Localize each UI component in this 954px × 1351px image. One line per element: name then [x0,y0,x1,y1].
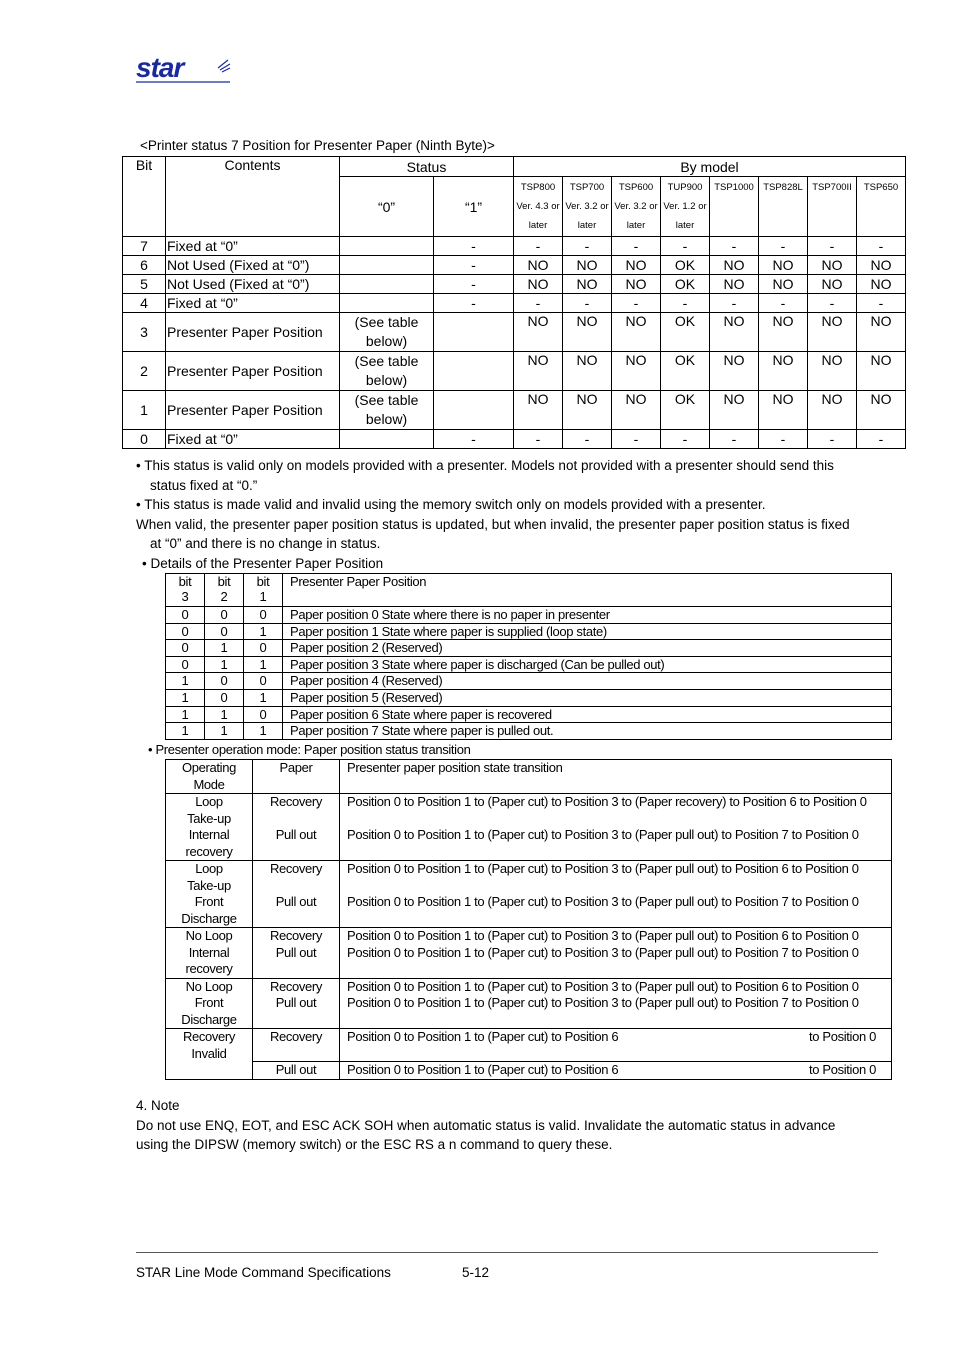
table-cell: NO [563,352,612,391]
table-cell: Not Used (Fixed at “0”) [166,256,340,275]
table-row [166,640,892,657]
note-when-valid: When valid, the presenter paper position status is updated, but when invalid, the presenter paper position status is fixed [136,516,850,532]
transition-end: to Position 0 [809,1029,876,1044]
table-cell: - [434,294,514,313]
table-cell: 4 [123,294,166,313]
model-header-line [808,216,856,235]
table-cell [340,391,434,430]
table-cell [434,313,514,352]
transition-text: Position 0 to Position 1 to (Paper cut) to Position 3 to (Paper pull out) to Position 6 to Position 0 [340,978,892,995]
model-header [514,177,563,237]
table-row [166,689,892,706]
paper-pullout: Pull out [253,1062,340,1080]
table-cell: 1 [205,706,244,723]
table-cell [340,294,434,313]
table-row [166,623,892,640]
header-bit3-b: 3 [181,589,189,604]
model-header-line [710,216,758,235]
status-zero-line: below) [365,372,408,388]
status-zero-line: (See table [354,314,419,330]
model-header [857,177,906,237]
table-cell: - [434,256,514,275]
table-cell: Paper position 6 State where paper is recovered [283,706,892,723]
model-header-line [710,197,758,216]
table-cell: NO [759,352,808,391]
table-row [123,391,906,430]
header-mode-2: Mode [193,776,225,792]
printer-status-table [122,156,906,449]
mode-noloop-internal: No Loop Internal recovery [166,928,253,979]
table-cell: - [434,275,514,294]
table-cell: - [661,430,710,449]
footer-title: STAR Line Mode Command Specifications [136,1265,391,1280]
model-header-line: TSP700 [569,182,605,193]
model-header [808,177,857,237]
table-cell: 1 [123,391,166,430]
header-mode-1: Operating [182,760,236,775]
table-row [123,430,906,449]
table-cell: - [710,430,759,449]
table-cell [434,352,514,391]
table-row [123,294,906,313]
table-cell [340,275,434,294]
table-cell: - [612,430,661,449]
note-line-2: using the DIPSW (memory switch) or the ESC RS a n command to query these. [136,1137,613,1152]
table-cell: Paper position 4 (Reserved) [283,673,892,690]
model-header-line: later [528,220,548,231]
table-cell: - [514,430,563,449]
table-cell: OK [661,391,710,430]
paper-pullout: Pull out [253,995,340,1028]
model-header-line: TSP650 [863,182,899,193]
table-cell: - [563,294,612,313]
paper-pullout: Pull out [253,894,340,928]
table-cell: 5 [123,275,166,294]
transition-text: to Position 0 Position 0 to Position 1 to (Paper cut) to Position 6 [340,1029,892,1062]
table-cell: NO [759,313,808,352]
table-cell: NO [563,391,612,430]
table-cell: NO [808,275,857,294]
header-bit2-a: bit [217,574,231,589]
table-cell: - [857,237,906,256]
header-by-model: By model [514,157,906,177]
table-cell: Fixed at “0” [166,294,340,313]
table-cell: Presenter Paper Position [166,391,340,430]
table-caption: <Printer status 7 Position for Presenter Paper (Ninth Byte)> [140,138,495,153]
header-position-desc: Presenter Paper Position [283,574,892,607]
transition-text: Position 0 to Position 1 to (Paper cut) to Position 3 to (Paper pull out) to Position 7 to Position 0 [340,827,892,861]
table-cell: 0 [244,640,283,657]
table-cell: Fixed at “0” [166,237,340,256]
table-cell: NO [857,275,906,294]
model-header-line: TSP600 [618,182,654,193]
table-cell: OK [661,313,710,352]
page-number: 5-12 [462,1265,490,1280]
table-cell: 1 [244,723,283,740]
model-header-line [857,216,905,235]
status-zero-line: (See table [354,392,419,408]
table-row [123,275,906,294]
note-heading: 4. Note [136,1098,180,1113]
status-notes [136,456,896,573]
table-cell: - [612,294,661,313]
table-cell [340,313,434,352]
paper-recovery: Recovery [253,794,340,828]
model-header-line [759,216,807,235]
mode-loop-internal: Loop Take-up Internal recovery [166,794,253,861]
table-cell: NO [514,391,563,430]
table-row [166,656,892,673]
table-row [166,607,892,624]
footer-divider [136,1252,878,1253]
model-header [759,177,808,237]
table-cell: Paper position 2 (Reserved) [283,640,892,657]
mode-noloop-front: No Loop Front Discharge [166,978,253,1029]
transition-text: Position 0 to Position 1 to (Paper cut) to Position 3 to (Paper pull out) to Position 6 to Position 0 [340,861,892,895]
model-header-line [808,197,856,216]
table-cell: NO [514,352,563,391]
model-header-line: TSP800 [520,182,556,193]
header-bit3-a: bit [178,574,192,589]
table-cell: NO [808,313,857,352]
transition-text: Position 0 to Position 1 to (Paper cut) to Position 3 to (Paper pull out) to Position 7 to Position 0 [340,945,892,978]
table-cell: 1 [205,723,244,740]
table-cell: 3 [123,313,166,352]
header-bit: Bit [123,157,166,237]
table-cell: - [434,430,514,449]
table-cell: - [661,237,710,256]
table-cell: NO [759,391,808,430]
status-zero-line: below) [365,333,408,349]
paper-pullout: Pull out [253,827,340,861]
header-contents: Contents [166,157,340,237]
table-cell: 2 [123,352,166,391]
table-cell [340,237,434,256]
header-bit2-b: 2 [220,589,228,604]
table-cell: - [563,237,612,256]
table-cell: 0 [166,640,205,657]
table-cell: 0 [205,607,244,624]
table-cell: Not Used (Fixed at “0”) [166,275,340,294]
table-cell: 1 [205,640,244,657]
logo-text: star [136,54,184,83]
paper-recovery: Recovery [253,1029,340,1062]
table-cell: NO [514,313,563,352]
table-cell: NO [857,352,906,391]
model-header-line: Ver. 4.3 or [516,201,560,212]
table-cell: NO [808,391,857,430]
table-row [166,673,892,690]
transition-text: Position 0 to Position 1 to (Paper cut) to Position 3 to (Paper pull out) to Position 7 to Position 0 [340,995,892,1028]
table-cell: - [808,237,857,256]
table-cell: - [759,294,808,313]
table-cell: - [514,237,563,256]
table-cell: - [857,294,906,313]
table-row [123,313,906,352]
table-cell: OK [661,256,710,275]
table-row [123,237,906,256]
table-cell: NO [612,275,661,294]
table-cell: NO [514,256,563,275]
model-header-line [857,197,905,216]
model-header-line: TSP1000 [714,182,754,193]
table-cell: NO [857,313,906,352]
paper-recovery: Recovery [253,928,340,945]
table-cell: Fixed at “0” [166,430,340,449]
table-cell: Presenter Paper Position [166,313,340,352]
model-header-line: Ver. 1.2 or [663,201,707,212]
model-header-line: later [675,220,695,231]
table-cell: 0 [244,706,283,723]
table-cell: - [808,430,857,449]
model-header-line: TSP828L [763,182,803,193]
table-cell: NO [612,352,661,391]
table-cell: NO [612,256,661,275]
note-line-1: Do not use ENQ, EOT, and ESC ACK SOH when automatic status is valid. Invalidate the automatic status in advance [136,1117,836,1133]
note-when-valid-cont: at “0” and there is no change in status. [150,536,381,551]
table-cell: 1 [244,623,283,640]
table-cell: - [661,294,710,313]
status-zero-line: (See table [354,353,419,369]
table-cell: 1 [244,689,283,706]
table-cell: NO [612,313,661,352]
table-cell: NO [710,391,759,430]
header-paper: Paper [253,760,340,794]
table-cell [340,256,434,275]
table-cell: - [857,430,906,449]
paper-recovery: Recovery [253,861,340,895]
model-header [612,177,661,237]
header-bit1-a: bit [256,574,270,589]
table-cell [340,430,434,449]
model-header-line: Ver. 3.2 or [614,201,658,212]
header-bit1-b: 1 [259,589,267,604]
table-cell: - [759,430,808,449]
table-cell: 1 [166,723,205,740]
table-cell: - [514,294,563,313]
table-cell: - [710,294,759,313]
table-cell: NO [563,275,612,294]
table-cell: - [759,237,808,256]
table-cell: 0 [166,623,205,640]
header-status: Status [340,157,514,177]
table-cell: Paper position 7 State where paper is pulled out. [283,723,892,740]
model-header-line: TSP700II [812,182,852,193]
transition-text: to Position 0 Position 0 to Position 1 to (Paper cut) to Position 6 [340,1062,892,1080]
table-cell: 0 [166,607,205,624]
table-cell: 0 [166,656,205,673]
table-cell: 6 [123,256,166,275]
table-cell: 0 [205,623,244,640]
transition-subtitle: • Presenter operation mode: Paper position status transition [148,742,471,757]
table-cell: NO [710,352,759,391]
table-cell: NO [563,313,612,352]
transition-table [165,759,892,1080]
note-section [136,1096,906,1155]
table-cell: 7 [123,237,166,256]
transition-text: Position 0 to Position 1 to (Paper cut) to Position 3 to (Paper pull out) to Position 6 to Position 0 [340,928,892,945]
table-cell [340,352,434,391]
header-status-one: “1” [434,177,514,237]
table-cell: Presenter Paper Position [166,352,340,391]
paper-recovery: Recovery [253,978,340,995]
table-row [123,352,906,391]
table-cell: - [563,430,612,449]
model-header [661,177,710,237]
header-transition: Presenter paper position state transition [340,760,892,794]
table-cell: NO [759,275,808,294]
table-cell: NO [563,256,612,275]
header-status-zero: “0” [340,177,434,237]
table-row [123,256,906,275]
paper-position-table [165,573,892,740]
model-header-line [759,197,807,216]
table-cell: Paper position 0 State where there is no paper in presenter [283,607,892,624]
table-cell: 1 [205,656,244,673]
table-cell: - [808,294,857,313]
table-cell: NO [857,256,906,275]
table-cell: 1 [244,656,283,673]
model-header-line: later [577,220,597,231]
model-header [710,177,759,237]
table-cell: NO [710,313,759,352]
table-row [166,723,892,740]
transition-end: to Position 0 [809,1062,876,1077]
table-cell: 0 [205,689,244,706]
table-cell: - [434,237,514,256]
table-cell: Paper position 5 (Reserved) [283,689,892,706]
table-cell: - [612,237,661,256]
note-details-heading: • Details of the Presenter Paper Position [142,555,384,571]
table-cell: NO [514,275,563,294]
star-logo [136,54,232,84]
table-cell: 0 [205,673,244,690]
transition-text: Position 0 to Position 1 to (Paper cut) to Position 3 to (Paper pull out) to Position 7 to Position 0 [340,894,892,928]
mode-recovery-invalid: Recovery Invalid [166,1029,253,1080]
model-header [563,177,612,237]
model-header-line: later [626,220,646,231]
table-cell: 1 [166,706,205,723]
note-memory-switch: • This status is made valid and invalid using the memory switch only on models provided with a presenter. [136,497,766,512]
table-cell: 0 [244,673,283,690]
table-cell [434,391,514,430]
model-header-line: TUP900 [667,182,703,193]
table-cell: 0 [244,607,283,624]
table-cell: - [710,237,759,256]
table-cell: 1 [166,673,205,690]
table-cell: NO [759,256,808,275]
status-zero-line: below) [365,411,408,427]
table-cell: NO [612,391,661,430]
paper-pullout: Pull out [253,945,340,978]
transition-text: Position 0 to Position 1 to (Paper cut) to Position 3 to (Paper recovery) to Position 6 to Position 0 [340,794,892,828]
table-cell: NO [710,275,759,294]
table-cell: NO [710,256,759,275]
mode-loop-front: Loop Take-up Front Discharge [166,861,253,928]
table-cell: 1 [166,689,205,706]
table-cell: OK [661,352,710,391]
table-cell: OK [661,275,710,294]
table-cell: Paper position 3 State where paper is discharged (Can be pulled out) [283,656,892,673]
table-cell: NO [808,256,857,275]
note-presenter-valid: • This status is valid only on models provided with a presenter. Models not provided with a presenter should send this [136,458,834,473]
table-cell: NO [808,352,857,391]
table-cell: NO [857,391,906,430]
table-row [166,706,892,723]
table-cell: 0 [123,430,166,449]
table-cell: Paper position 1 State where paper is supplied (loop state) [283,623,892,640]
model-header-line: Ver. 3.2 or [565,201,609,212]
note-presenter-valid-cont: status fixed at “0.” [150,477,258,493]
